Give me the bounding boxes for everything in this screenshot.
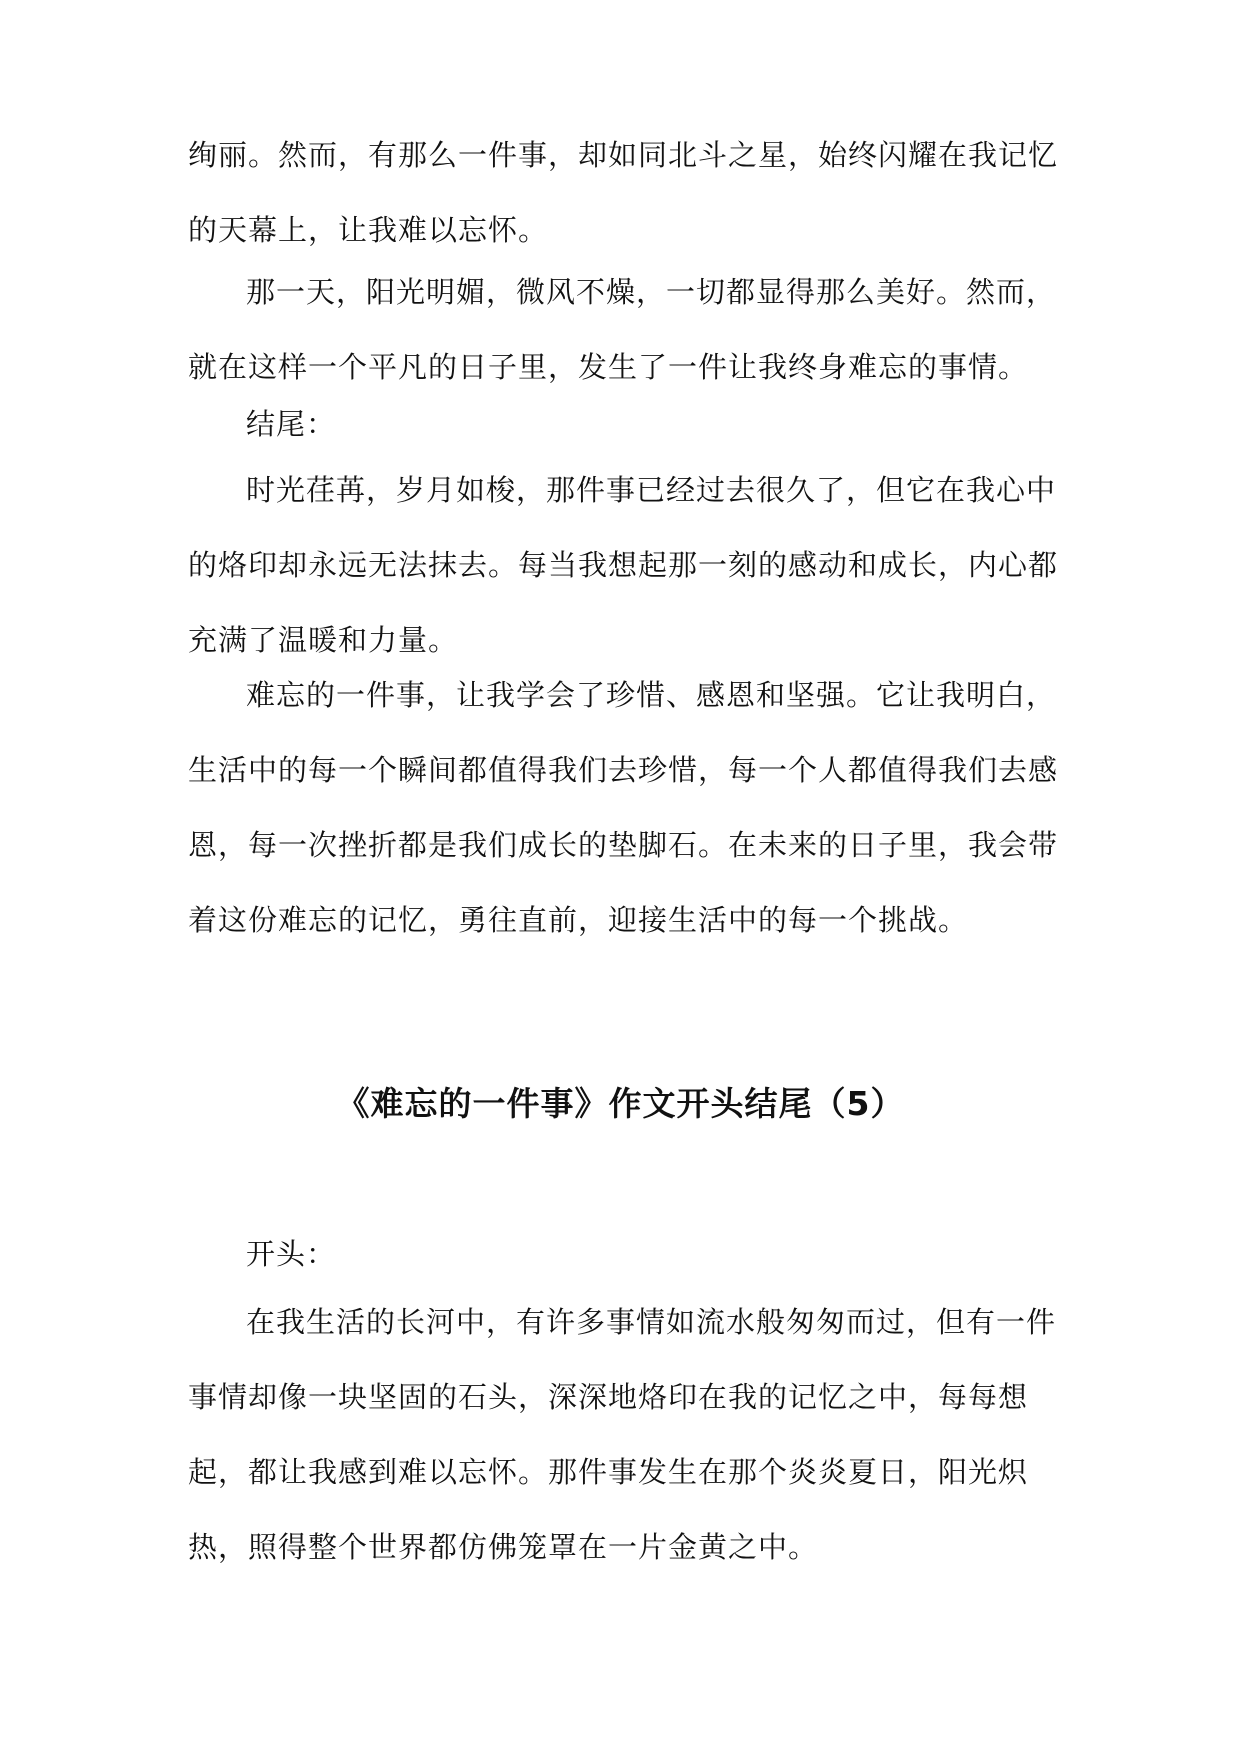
opening-label: 开头： bbox=[246, 1237, 337, 1271]
ending-paragraph-1: 时光荏苒，岁月如梭，那件事已经过去很久了，但它在我心中的烙印却永远无法抹去。每当我想起那一刻的感动和成长，内心都充满了温暖和力量。 bbox=[188, 473, 1059, 657]
paragraph-that-day: 那一天，阳光明媚，微风不燥，一切都显得那么美好。然而，就在这样一个平凡的日子里，发生了一件让我终身难忘的事情。 bbox=[188, 275, 1057, 384]
paragraph-continued: 绚丽。然而，有那么一件事，却如同北斗之星，始终闪耀在我记忆的天幕上，让我难以忘怀。 bbox=[188, 138, 1059, 247]
ending-label: 结尾： bbox=[246, 407, 337, 441]
ending-paragraph-2: 难忘的一件事，让我学会了珍惜、感恩和坚强。它让我明白，生活中的每一个瞬间都值得我们去珍惜，每一个人都值得我们去感恩，每一次挫折都是我们成长的垫脚石。在未来的日子里，我会带着这份难忘的记忆，勇往直前，迎接生活中的每一个挑战。 bbox=[188, 678, 1059, 937]
opening-paragraph: 在我生活的长河中，有许多事情如流水般匆匆而过，但有一件事情却像一块坚固的石头，深深地烙印在我的记忆之中，每每想起，都让我感到难以忘怀。那件事发生在那个炎炎夏日，阳光炽热，照得整个世界都仿佛笼罩在一片金黄之中。 bbox=[188, 1305, 1057, 1564]
section-title: 《难忘的一件事》作文开头结尾（5） bbox=[336, 1084, 905, 1123]
